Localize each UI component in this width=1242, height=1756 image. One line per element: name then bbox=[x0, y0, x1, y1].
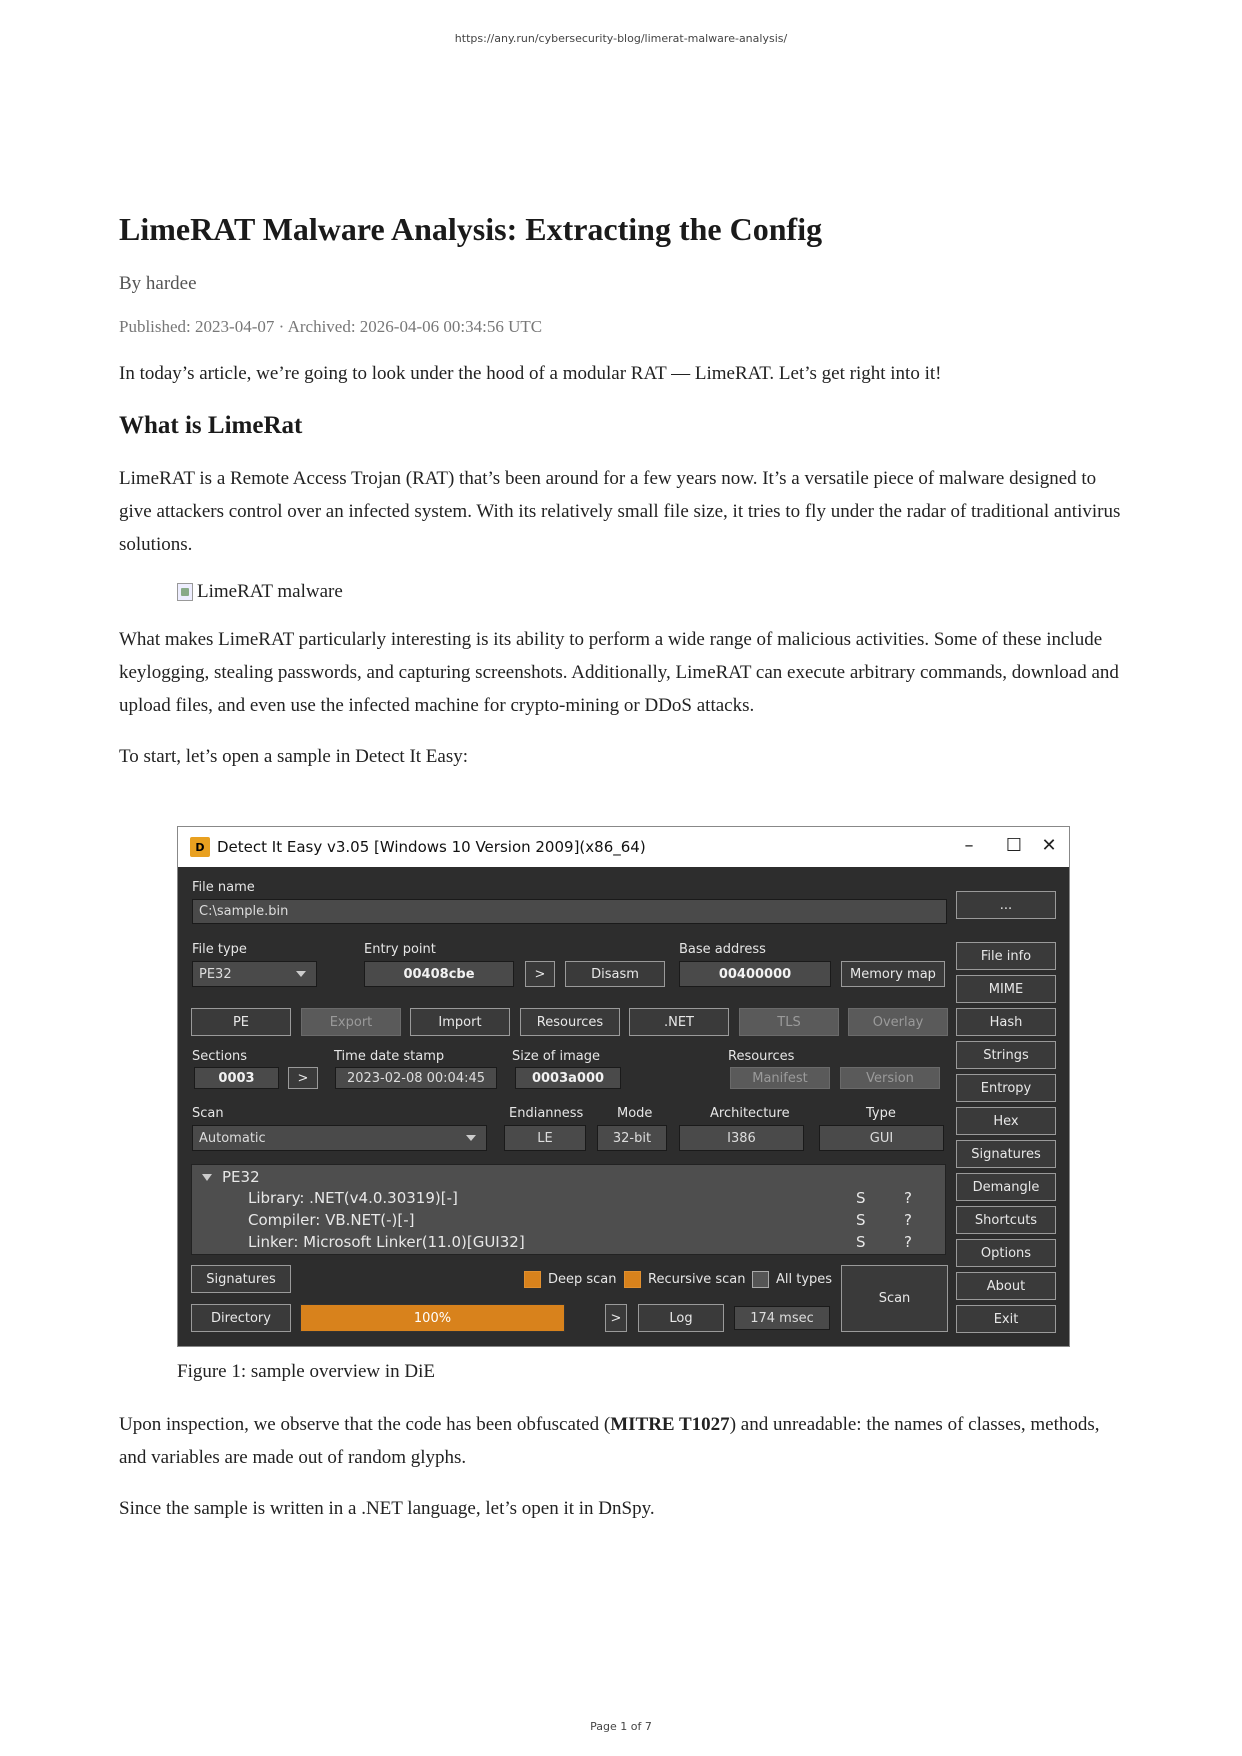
entry-point-value: 00408cbe bbox=[364, 961, 514, 987]
entry-point-go-button[interactable]: > bbox=[525, 961, 555, 987]
exit-button[interactable]: Exit bbox=[956, 1305, 1056, 1333]
tab-overlay[interactable]: Overlay bbox=[848, 1008, 948, 1036]
scan-mode-select[interactable] bbox=[192, 1125, 487, 1151]
paragraph-dnspy: Since the sample is written in a .NET language, let’s open it in DnSpy. bbox=[119, 1498, 655, 1519]
mode-value: 32-bit bbox=[597, 1125, 667, 1151]
base-address-value: 00400000 bbox=[679, 961, 831, 987]
size-of-image-label: Size of image bbox=[512, 1049, 600, 1064]
paragraph-what-is: LimeRAT is a Remote Access Trojan (RAT) that’s been around for a few years now. It’s a versatile piece of malware designed to give attackers control over an infected system. With its relatively small file size, it tries to fly under the radar of traditional antivirus solutions. bbox=[119, 468, 1121, 555]
size-of-image-value: 0003a000 bbox=[515, 1067, 621, 1089]
sections-go-button[interactable]: > bbox=[288, 1067, 318, 1089]
manifest-button[interactable]: Manifest bbox=[730, 1067, 830, 1089]
die-window-title: Detect It Easy v3.05 [Windows 10 Version 2009](x86_64) bbox=[217, 838, 646, 856]
die-window bbox=[177, 826, 1070, 1347]
die-logo-icon: D bbox=[190, 837, 210, 857]
disasm-button[interactable]: Disasm bbox=[565, 961, 665, 987]
result-q[interactable]: ? bbox=[904, 1233, 912, 1251]
scan-results-tree[interactable] bbox=[191, 1164, 946, 1255]
figure-caption: Figure 1: sample overview in DiE bbox=[177, 1361, 436, 1382]
section-heading: What is LimeRat bbox=[119, 412, 303, 439]
mode-label: Mode bbox=[617, 1106, 653, 1121]
tab-pe[interactable]: PE bbox=[191, 1008, 291, 1036]
resources-label: Resources bbox=[728, 1049, 795, 1064]
tab-export[interactable]: Export bbox=[301, 1008, 401, 1036]
tab-dotnet[interactable]: .NET bbox=[629, 1008, 729, 1036]
expand-triangle-icon[interactable] bbox=[202, 1174, 212, 1181]
scan-label: Scan bbox=[192, 1106, 224, 1121]
progress-go-button[interactable]: > bbox=[605, 1304, 627, 1332]
memory-map-button[interactable]: Memory map bbox=[841, 961, 945, 987]
signatures-button[interactable]: Signatures bbox=[191, 1265, 291, 1293]
file-info-button[interactable]: File info bbox=[956, 942, 1056, 970]
entry-point-label: Entry point bbox=[364, 942, 436, 957]
page-number: Page 1 of 7 bbox=[590, 1720, 652, 1733]
tab-tls[interactable]: TLS bbox=[739, 1008, 839, 1036]
recursive-scan-label: Recursive scan bbox=[648, 1272, 746, 1287]
type-value: GUI bbox=[819, 1125, 944, 1151]
article-title: LimeRAT Malware Analysis: Extracting the Config bbox=[119, 211, 823, 247]
page-url: https://any.run/cybersecurity-blog/limerat-malware-analysis/ bbox=[454, 32, 788, 45]
all-types-label: All types bbox=[776, 1272, 833, 1287]
minimize-icon[interactable]: – bbox=[964, 835, 974, 856]
scan-mode-value: Automatic bbox=[199, 1130, 266, 1146]
strings-button[interactable]: Strings bbox=[956, 1041, 1056, 1069]
scan-progress-bar: 100% bbox=[300, 1304, 565, 1332]
result-q[interactable]: ? bbox=[904, 1189, 912, 1207]
scan-time-value: 174 msec bbox=[734, 1306, 830, 1330]
time-date-value: 2023-02-08 00:04:45 bbox=[335, 1067, 497, 1089]
result-s: S bbox=[856, 1211, 866, 1229]
log-button[interactable]: Log bbox=[638, 1304, 724, 1332]
version-button[interactable]: Version bbox=[840, 1067, 940, 1089]
file-name-input[interactable]: C:\sample.bin bbox=[192, 899, 947, 924]
paragraph-start: To start, let’s open a sample in Detect It Easy: bbox=[119, 746, 469, 767]
scan-button[interactable]: Scan bbox=[841, 1265, 948, 1332]
result-root: PE32 bbox=[222, 1168, 260, 1186]
file-type-label: File type bbox=[192, 942, 247, 957]
shortcuts-button[interactable]: Shortcuts bbox=[956, 1206, 1056, 1234]
die-title-bar bbox=[178, 827, 1069, 867]
signatures-side-button[interactable]: Signatures bbox=[956, 1140, 1056, 1168]
result-s: S bbox=[856, 1189, 866, 1207]
deep-scan-label: Deep scan bbox=[548, 1272, 617, 1287]
result-line: Compiler: VB.NET(-)[-] bbox=[248, 1211, 415, 1229]
endianness-value: LE bbox=[504, 1125, 586, 1151]
result-q[interactable]: ? bbox=[904, 1211, 912, 1229]
all-types-checkbox[interactable] bbox=[752, 1271, 769, 1288]
directory-button[interactable]: Directory bbox=[191, 1304, 291, 1332]
file-type-select[interactable] bbox=[192, 961, 317, 987]
publish-meta: Published: 2023-04-07 · Archived: 2026-04-06 00:34:56 UTC bbox=[119, 317, 543, 336]
mime-button[interactable]: MIME bbox=[956, 975, 1056, 1003]
recursive-scan-checkbox[interactable] bbox=[624, 1271, 641, 1288]
paragraph-capabilities: What makes LimeRAT particularly interesting is its ability to perform a wide range of malicious activities. Some of these include keylogging, stealing passwords, and capturing screenshots. Additionally, LimeRAT can execute arbitrary commands, download and upload files, and even use the infected machine for crypto-mining or DDoS attacks. bbox=[119, 629, 1119, 716]
sections-label: Sections bbox=[192, 1049, 248, 1064]
time-date-label: Time date stamp bbox=[334, 1049, 445, 1064]
sections-value: 0003 bbox=[194, 1067, 279, 1089]
intro-paragraph: In today’s article, we’re going to look under the hood of a modular RAT — LimeRAT. Let’s get right into it! bbox=[119, 363, 942, 384]
architecture-value: I386 bbox=[679, 1125, 804, 1151]
byline: By hardee bbox=[119, 273, 197, 294]
file-name-label: File name bbox=[192, 880, 255, 895]
about-button[interactable]: About bbox=[956, 1272, 1056, 1300]
chevron-down-icon bbox=[296, 971, 306, 977]
result-s: S bbox=[856, 1233, 866, 1251]
hex-button[interactable]: Hex bbox=[956, 1107, 1056, 1135]
hash-button[interactable]: Hash bbox=[956, 1008, 1056, 1036]
demangle-button[interactable]: Demangle bbox=[956, 1173, 1056, 1201]
file-type-value: PE32 bbox=[199, 966, 232, 982]
close-icon[interactable]: ✕ bbox=[1041, 835, 1057, 856]
result-line: Linker: Microsoft Linker(11.0)[GUI32] bbox=[248, 1233, 525, 1251]
broken-image-icon bbox=[177, 583, 193, 601]
architecture-label: Architecture bbox=[710, 1106, 790, 1121]
article-body-continued bbox=[119, 1408, 1129, 1525]
broken-image bbox=[177, 579, 1129, 605]
entropy-button[interactable]: Entropy bbox=[956, 1074, 1056, 1102]
image-alt-text: LimeRAT malware bbox=[197, 581, 343, 602]
tab-import[interactable]: Import bbox=[410, 1008, 510, 1036]
article-body bbox=[119, 205, 1129, 773]
tab-resources[interactable]: Resources bbox=[520, 1008, 620, 1036]
browse-button[interactable]: ... bbox=[956, 891, 1056, 919]
paragraph-obfuscation: Upon inspection, we observe that the code has been obfuscated (MITRE T1027) and unreadable: the names of classes, methods, and variables are made out of random glyphs. bbox=[119, 1414, 1100, 1468]
result-line: Library: .NET(v4.0.30319)[-] bbox=[248, 1189, 458, 1207]
deep-scan-checkbox[interactable] bbox=[524, 1271, 541, 1288]
base-address-label: Base address bbox=[679, 942, 766, 957]
chevron-down-icon bbox=[466, 1135, 476, 1141]
type-label: Type bbox=[866, 1106, 896, 1121]
mitre-technique: MITRE T1027 bbox=[610, 1414, 730, 1435]
options-button[interactable]: Options bbox=[956, 1239, 1056, 1267]
endianness-label: Endianness bbox=[509, 1106, 584, 1121]
maximize-icon[interactable]: ☐ bbox=[1005, 835, 1023, 856]
